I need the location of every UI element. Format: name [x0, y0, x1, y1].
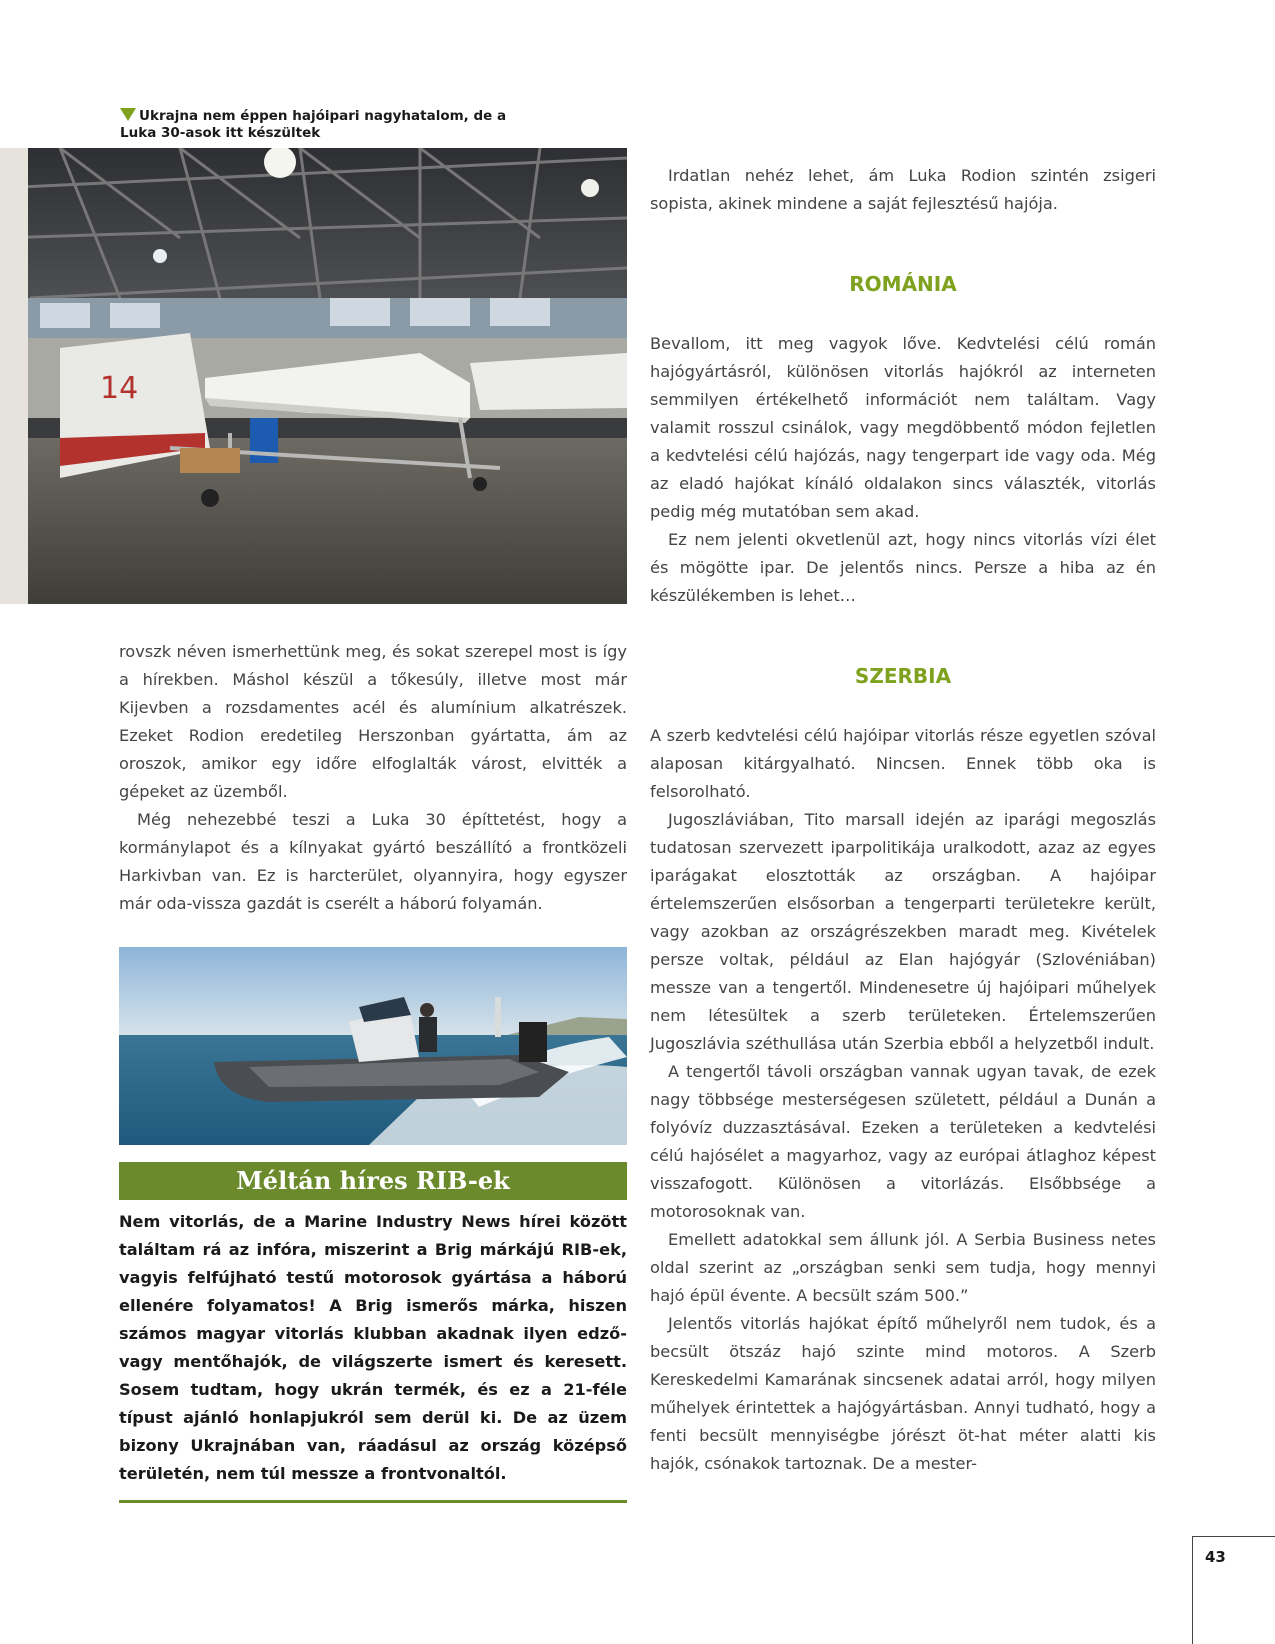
szerbia-paragraph-3: A tengertől távoli országban vannak ugyan tavak, de ezek nagy többsége mesterségesen született, például a Dunán a folyóvíz duzzasztásával. Ezeken a területeken a kedvtelési célú hajósélet a magyarhoz, vagy az európai átlaghoz képest visszafogott. Különösen a vitorlázás. Elsőbbsége a motorosoknak van.	[650, 1062, 1156, 1221]
triangle-down-icon	[120, 108, 136, 121]
page-number: 43	[1205, 1548, 1226, 1566]
intro-paragraph-block	[650, 162, 1156, 218]
section-heading-romania: ROMÁNIA	[849, 272, 957, 296]
page-number-rule	[1192, 1536, 1275, 1537]
page-number-divider	[1192, 1536, 1193, 1644]
romania-paragraph-2: Ez nem jelenti okvetlenül azt, hogy nincs vitorlás vízi élet és mögötte ipar. De jelentős nincs. Persze a hiba az én készülékemben is lehet…	[650, 530, 1156, 605]
szerbia-paragraph-5: Jelentős vitorlás hajókat építő műhelyről nem tudok, és a becsült ötszáz hajó szinte mind motoros. A Szerb Kereskedelmi Kamarának sincsenek adatai arról, hogy milyen műhelyek érintettek a hajógyártásban. Annyi tudható, hogy a fenti becsült mennyiségbe jórészt öt-hat méter alatti kis hajók, csónakok tartoznak. De a mester-	[650, 1314, 1156, 1473]
left-paragraph-1: rovszk néven ismerhettünk meg, és sokat szerepel most is így a hírekben. Máshol készül a tőkesúly, illetve most már Kijevben a rozsdamentes acél és alumínium alkatrészek. Ezeket Rodion eredetileg Herszonban gyártatta, ám az oroszok, amikor egy időre elfoglalták várost, elvitték a gépeket az üzemből.	[119, 642, 627, 801]
romania-text	[650, 330, 1156, 610]
sidebar-box-text: Nem vitorlás, de a Marine Industry News hírei között találtam rá az infóra, miszerint a Brig márkájú RIB-ek, vagyis felfújható testű motorosok gyártása a háború ellenére folyamatos! A Brig ismerős márka, hiszen számos magyar vitorlás klubban akadnak ilyen edző- vagy mentőhajók, de világszerte ismert és keresett. Sosem tudtam, hogy ukrán termék, és ez a 21-féle típust ajánló honlapjukról sem derül ki. De az üzem bizony Ukrajnában van, ráadásul az ország középső területén, nem túl messze a frontvonaltól.	[119, 1212, 627, 1483]
sidebar-box-bottom-rule	[119, 1500, 627, 1503]
left-paragraph-2: Még nehezebbé teszi a Luka 30 építtetést, hogy a kormánylapot és a kílnyakat gyártó beszállító a frontközeli Harkivban van. Ez is harcterület, olyannyira, hogy egyszer már oda-vissza gazdát is cserélt a háború folyamán.	[119, 810, 627, 913]
szerbia-text	[650, 722, 1156, 1478]
szerbia-paragraph-2: Jugoszláviában, Tito marsall idején az iparági megoszlás tudatosan szervezett iparpolitikája uralkodott, azaz az egyes iparágakat elosztották az országban. A hajóipar értelemszerűen elsősorban a tengerparti területekre került, vagy azokban az országrészekben maradt meg. Kivételek persze voltak, például az Elan hajógyár (Szlovéniában) messze van a tengertől. Mindenesetre új hajóipari műhelyek nem létesültek a szerb területeken. Értelemszerűen Jugoszlávia széthullása után Szerbia ebből a helyzetből indult.	[650, 810, 1156, 1053]
photo-caption-text: Ukrajna nem éppen hajóipari nagyhatalom, de a Luka 30-asok itt készültek	[120, 108, 507, 141]
photo-caption	[120, 108, 540, 142]
intro-paragraph: Irdatlan nehéz lehet, ám Luka Rodion szintén zsigeri sopista, akinek mindene a saját fejlesztésű hajója.	[650, 166, 1156, 213]
romania-paragraph-1: Bevallom, itt meg vagyok lőve. Kedvtelési célú román hajógyártásról, különösen vitorlás hajókról az interneten semmilyen értékelhető információt nem találtam. Vagy valamit rosszul csinálok, vagy megdöbbentő módon fejletlen a kedvtelési célú hajózás, nagy tengerpart ide vagy oda. Még az eladó hajókat kínáló oldalakon sincs választék, vitorlás pedig még mutatóban sem akad.	[650, 334, 1156, 521]
hangar-photo	[0, 148, 627, 604]
szerbia-paragraph-4: Emellett adatokkal sem állunk jól. A Serbia Business netes oldal szerint az „országban senki sem tudja, hogy mennyi hajó épül évente. A becsült szám 500.”	[650, 1230, 1156, 1305]
szerbia-paragraph-1: A szerb kedvtelési célú hajóipar vitorlás része egyetlen szóval alaposan kitárgyalható. Nincsen. Ennek több oka is felsorolható.	[650, 726, 1156, 801]
sidebar-box-title: Méltán híres RIB-ek	[119, 1162, 627, 1200]
rib-boat-photo	[119, 947, 627, 1145]
left-column-text	[119, 638, 627, 918]
boat-number: 14	[100, 371, 139, 406]
section-heading-szerbia: SZERBIA	[854, 664, 952, 688]
